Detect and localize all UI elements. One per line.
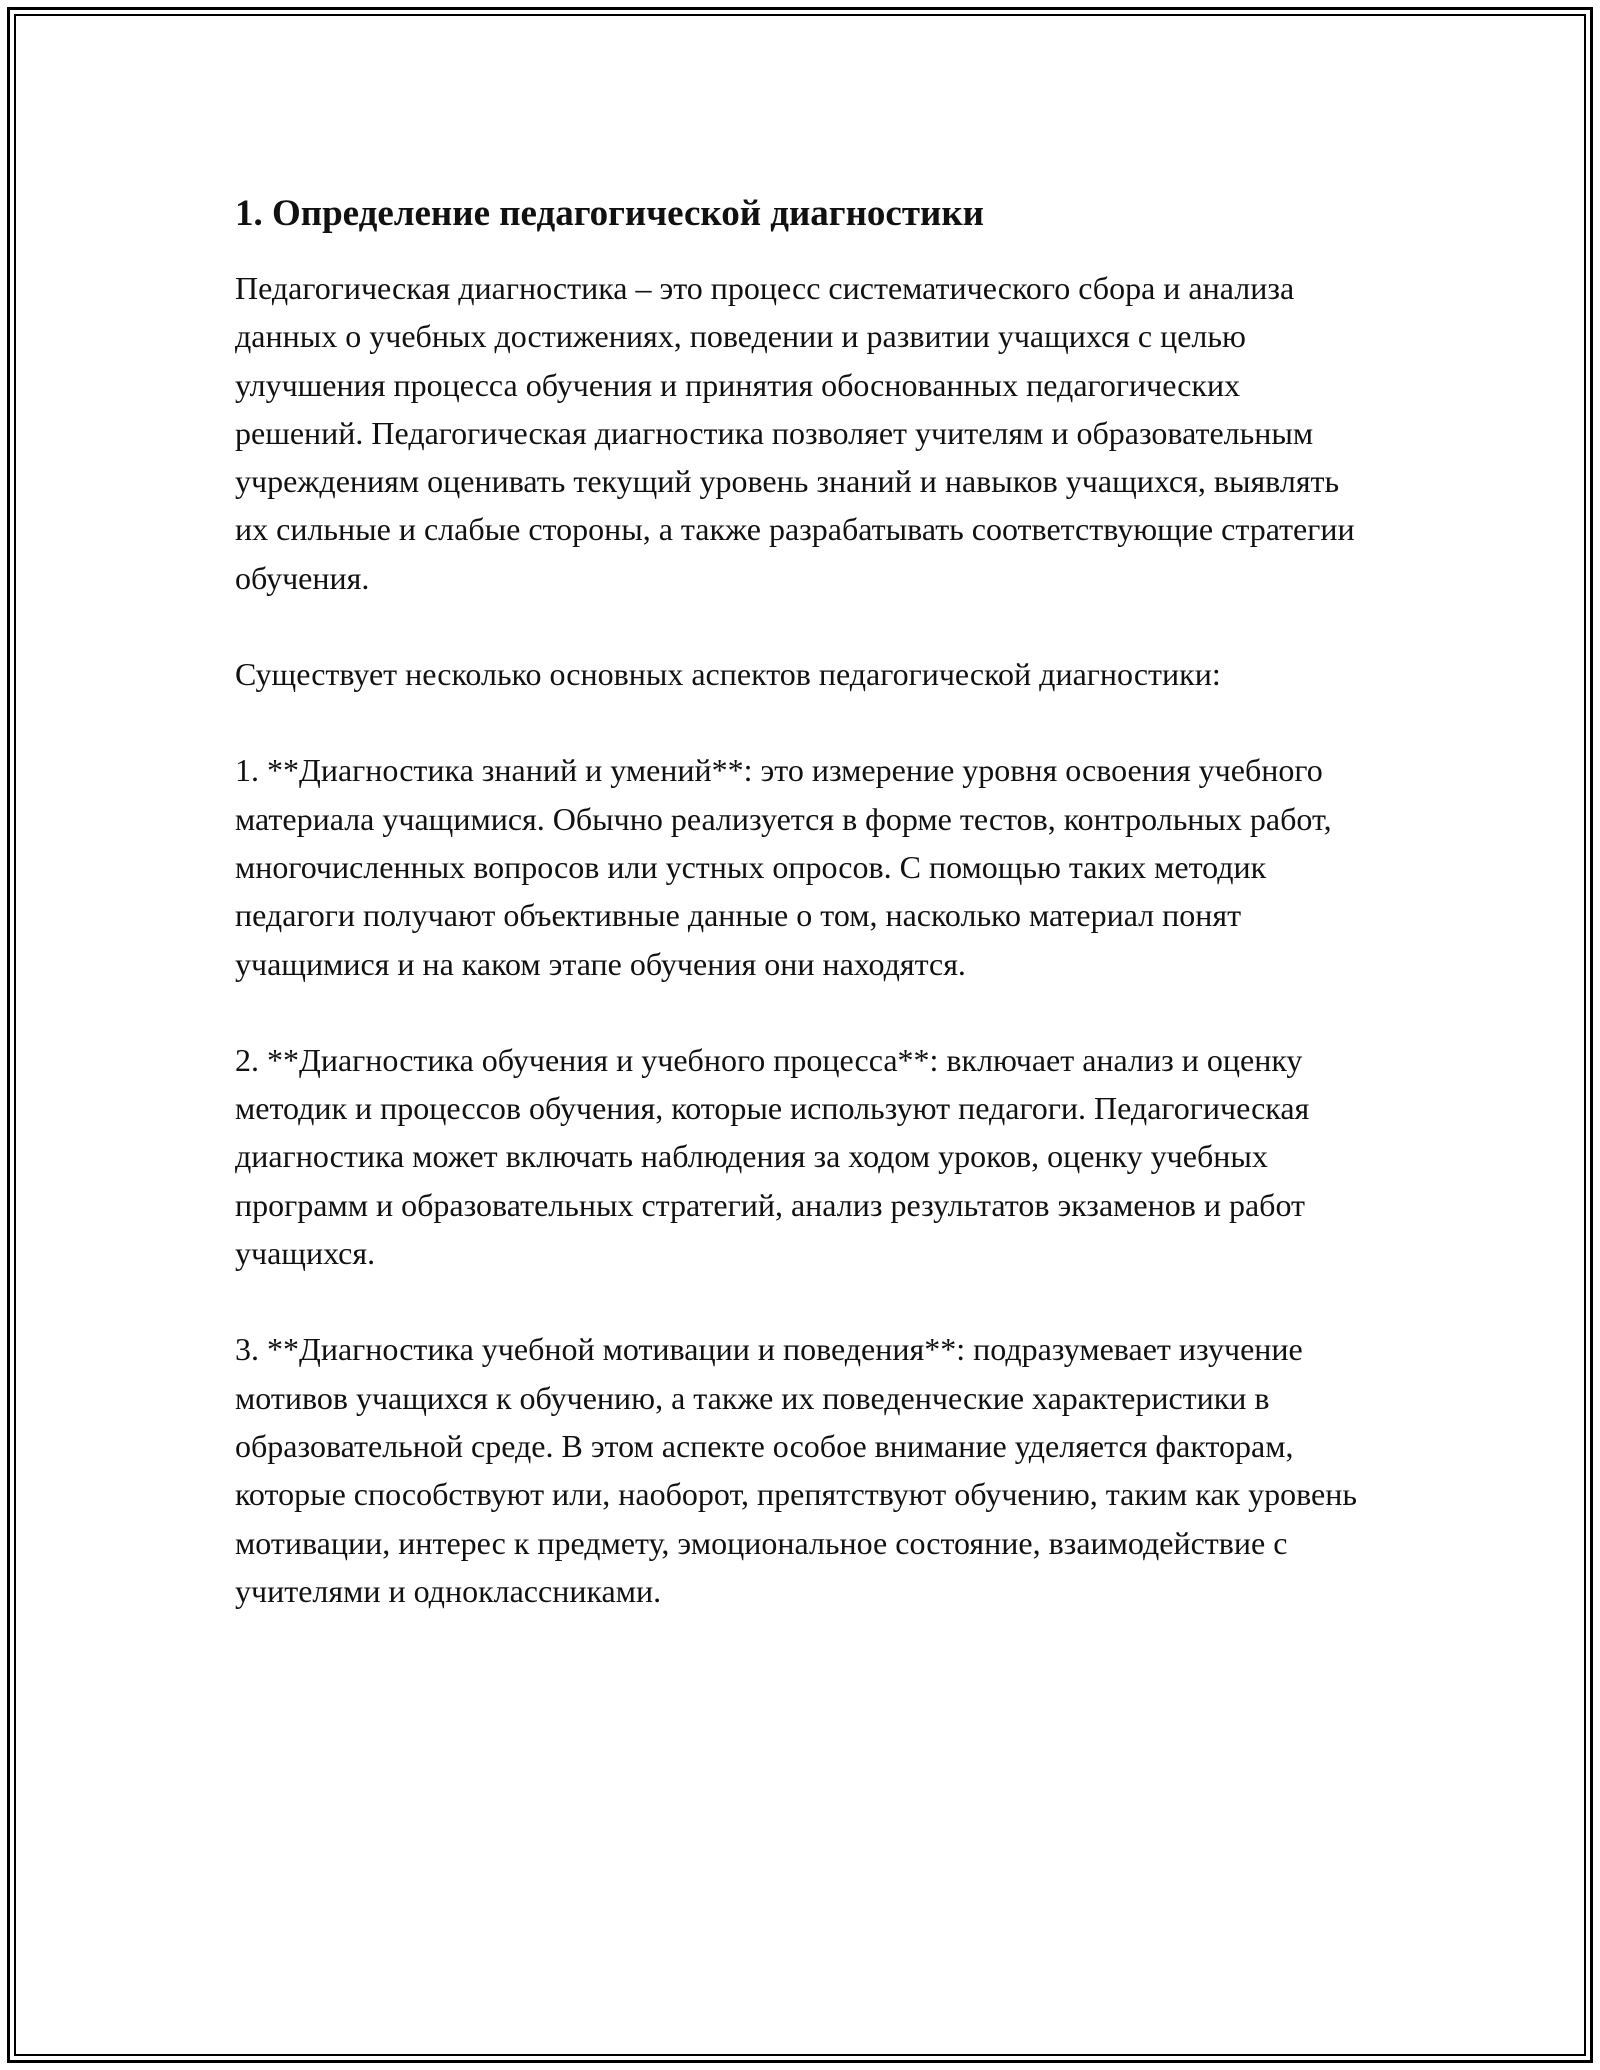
paragraph-aspect-motivation: 3. **Диагностика учебной мотивации и поведения**: подразумевает изучение мотивов учащихся к обучению, а также их поведенческие характеристики в образовательной среде. В этом аспекте особое внимание уделяется факторам, которые способствуют или, наоборот, препятствуют обучению, таким как уровень мотивации, интерес к предмету, эмоциональное состояние, взаимодействие с учителями и одноклассниками. (235, 1331, 1357, 1609)
paragraph-aspects-intro: Существует несколько основных аспектов педагогической диагностики: (235, 656, 1221, 693)
paragraph-aspect-learning-process: 2. **Диагностика обучения и учебного процесса**: включает анализ и оценку методик и процессов обучения, которые используют педагоги. Педагогическая диагностика может включать наблюдения за ходом уроков, оценку учебных программ и образовательных стратегий, анализ результатов экзаменов и работ учащихся. (235, 1041, 1310, 1272)
paragraph-aspect-knowledge: 1. **Диагностика знаний и умений**: это измерение уровня освоения учебного материала учащимися. Обычно реализуется в форме тестов, контрольных работ, многочисленных вопросов или устных опросов. С помощью таких методик педагоги получают объективные данные о том, насколько материал понят учащимися и на каком этапе обучения они находятся. (235, 752, 1332, 982)
document-body (235, 190, 1365, 1663)
paragraph-definition: Педагогическая диагностика – это процесс систематического сбора и анализа данных о учебных достижениях, поведении и развитии учащихся с целью улучшения процесса обучения и принятия обоснованных педагогических решений. Педагогическая диагностика позволяет учителям и образовательным учреждениям оценивать текущий уровень знаний и навыков учащихся, выявлять их сильные и слабые стороны, а также разрабатывать соответствующие стратегии обучения. (235, 270, 1355, 596)
section-heading: 1. Определение педагогической диагностики (235, 193, 984, 234)
